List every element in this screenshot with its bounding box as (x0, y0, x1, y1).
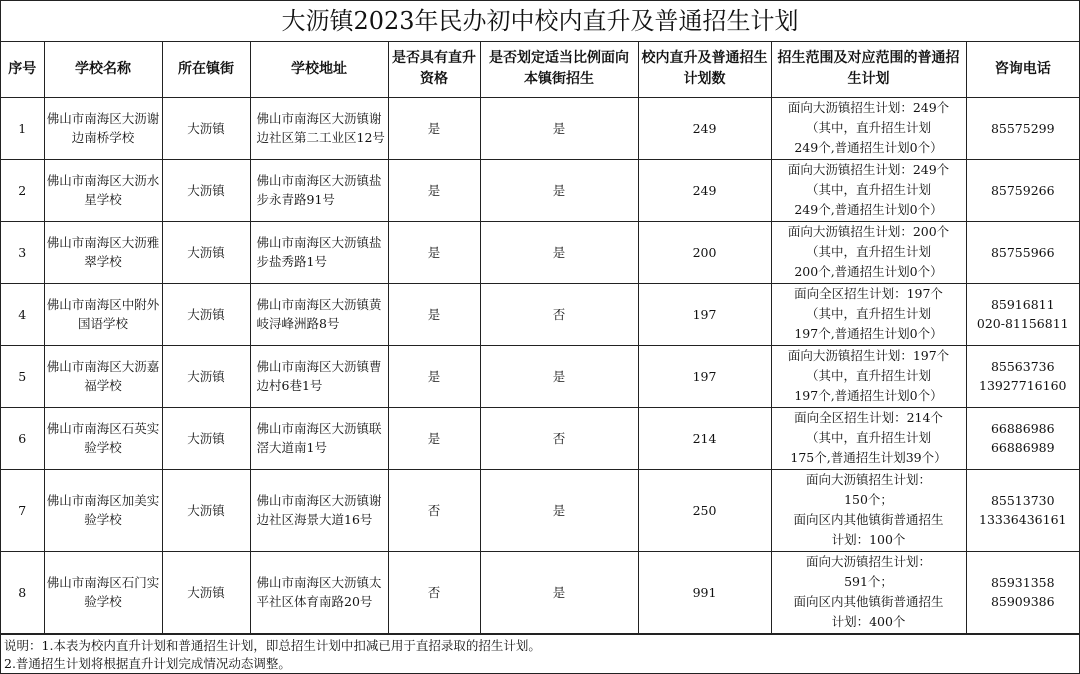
eligible-cell: 是 (388, 407, 480, 469)
town-cell: 大沥镇 (162, 97, 250, 159)
school-address: 佛山市南海区大沥镇联滘大道南1号 (250, 407, 388, 469)
plan-line: 面向大沥镇招生计划： (805, 554, 931, 569)
plan-line: 计划：100个 (831, 532, 906, 547)
local-ratio-cell: 是 (480, 551, 638, 633)
plan-total-cell: 197 (638, 345, 771, 407)
plan-total-cell: 249 (638, 159, 771, 221)
row-number: 3 (1, 221, 44, 283)
eligible-cell: 是 (388, 159, 480, 221)
plan-detail-cell (771, 345, 966, 407)
note-line: 2.普通招生计划将根据直升计划完成情况动态调整。 (4, 655, 291, 671)
table-row (1, 407, 1079, 469)
plan-line: （其中，直升招生计划 (805, 368, 931, 383)
plan-line: （其中，直升招生计划 (805, 244, 931, 259)
phone-cell (966, 407, 1079, 469)
page-title: 大沥镇2023年民办初中校内直升及普通招生计划 (1, 1, 1079, 42)
plan-line: 249个,普通招生计划0个） (794, 202, 943, 217)
header-cell: 所在镇街 (162, 42, 250, 97)
phone-number: 13927716160 (979, 378, 1067, 393)
town-cell: 大沥镇 (162, 551, 250, 633)
town-cell: 大沥镇 (162, 159, 250, 221)
school-address: 佛山市南海区大沥镇太平社区体育南路20号 (250, 551, 388, 633)
plan-line: （其中，直升招生计划 (805, 120, 931, 135)
plan-line: 249个,普通招生计划0个） (794, 140, 943, 155)
phone-number: 85916811 (990, 297, 1055, 312)
town-cell: 大沥镇 (162, 407, 250, 469)
phone-number: 85755966 (990, 244, 1055, 260)
phone-number: 85909386 (990, 594, 1055, 609)
phone-number: 66886989 (990, 440, 1055, 455)
plan-line: 面向区内其他镇街普通招生 (793, 512, 944, 527)
plan-line: 面向区内其他镇街普通招生 (793, 594, 944, 609)
table-row (1, 551, 1079, 633)
header-cell: 校内直升及普通招生计划数 (638, 42, 771, 97)
table-row (1, 97, 1079, 159)
row-number: 1 (1, 97, 44, 159)
header-cell: 是否具有直升资格 (388, 42, 480, 97)
plan-detail-cell (771, 551, 966, 633)
plan-line: （其中，直升招生计划 (805, 306, 931, 321)
plan-line: （其中，直升招生计划 (805, 182, 931, 197)
plan-total-cell: 197 (638, 283, 771, 345)
table-row (1, 283, 1079, 345)
table-row (1, 221, 1079, 283)
phone-number: 13336436161 (979, 512, 1067, 527)
plan-line: 面向大沥镇招生计划：249个 (787, 100, 950, 115)
plan-line: 面向全区招生计划：197个 (794, 286, 943, 301)
header-cell: 招生范围及对应范围的普通招生计划 (771, 42, 966, 97)
plan-total-cell: 991 (638, 551, 771, 633)
school-address: 佛山市南海区大沥镇谢边社区海景大道16号 (250, 469, 388, 551)
table-notes (1, 634, 1079, 673)
eligible-cell: 是 (388, 97, 480, 159)
phone-cell (966, 221, 1079, 283)
local-ratio-cell: 否 (480, 407, 638, 469)
phone-number: 85931358 (990, 575, 1055, 590)
local-ratio-cell: 是 (480, 97, 638, 159)
plan-detail-cell (771, 97, 966, 159)
school-name: 佛山市南海区中附外国语学校 (44, 283, 162, 345)
plan-detail-cell (771, 469, 966, 551)
plan-line: 面向大沥镇招生计划： (805, 472, 931, 487)
row-number: 2 (1, 159, 44, 221)
town-cell: 大沥镇 (162, 221, 250, 283)
eligible-cell: 是 (388, 345, 480, 407)
school-name: 佛山市南海区大沥嘉福学校 (44, 345, 162, 407)
plan-line: 175个,普通招生计划39个） (790, 450, 947, 465)
phone-number: 85575299 (990, 120, 1055, 136)
eligible-cell: 是 (388, 221, 480, 283)
table-row (1, 345, 1079, 407)
town-cell: 大沥镇 (162, 345, 250, 407)
table-header-row (1, 42, 1079, 97)
phone-cell (966, 469, 1079, 551)
plan-detail-cell (771, 407, 966, 469)
plan-line: 面向大沥镇招生计划：249个 (787, 162, 950, 177)
school-name: 佛山市南海区石英实验学校 (44, 407, 162, 469)
school-address: 佛山市南海区大沥镇盐步盐秀路1号 (250, 221, 388, 283)
plan-line: 面向大沥镇招生计划：200个 (787, 224, 950, 239)
phone-number: 66886986 (990, 421, 1055, 436)
header-cell: 是否划定适当比例面向本镇街招生 (480, 42, 638, 97)
local-ratio-cell: 否 (480, 283, 638, 345)
table-row (1, 159, 1079, 221)
plan-line: 面向大沥镇招生计划：197个 (787, 348, 950, 363)
plan-line: （其中，直升招生计划 (805, 430, 931, 445)
eligible-cell: 否 (388, 469, 480, 551)
plan-line: 面向全区招生计划：214个 (794, 410, 943, 425)
header-cell: 咨询电话 (966, 42, 1079, 97)
header-cell: 学校名称 (44, 42, 162, 97)
eligible-cell: 是 (388, 283, 480, 345)
school-name: 佛山市南海区大沥雅翠学校 (44, 221, 162, 283)
plan-detail-cell (771, 159, 966, 221)
plan-total-cell: 214 (638, 407, 771, 469)
school-name: 佛山市南海区大沥水星学校 (44, 159, 162, 221)
table-row (1, 469, 1079, 551)
school-name: 佛山市南海区大沥谢边南桥学校 (44, 97, 162, 159)
phone-cell (966, 159, 1079, 221)
local-ratio-cell: 是 (480, 469, 638, 551)
row-number: 4 (1, 283, 44, 345)
plan-line: 197个,普通招生计划0个） (794, 326, 943, 341)
plan-line: 591个； (844, 574, 893, 589)
plan-line: 200个,普通招生计划0个） (794, 264, 943, 279)
school-address: 佛山市南海区大沥镇曹边村6巷1号 (250, 345, 388, 407)
phone-cell (966, 345, 1079, 407)
plan-total-cell: 250 (638, 469, 771, 551)
enrollment-table (1, 42, 1079, 634)
phone-number: 85563736 (990, 359, 1055, 374)
plan-total-cell: 249 (638, 97, 771, 159)
phone-cell (966, 97, 1079, 159)
school-address: 佛山市南海区大沥镇黄岐浔峰洲路8号 (250, 283, 388, 345)
local-ratio-cell: 是 (480, 345, 638, 407)
note-line: 说明：1.本表为校内直升计划和普通招生计划，即总招生计划中扣减已用于直招录取的招生计划。 (4, 637, 541, 653)
plan-detail-cell (771, 221, 966, 283)
local-ratio-cell: 是 (480, 221, 638, 283)
plan-line: 197个,普通招生计划0个） (794, 388, 943, 403)
row-number: 7 (1, 469, 44, 551)
phone-number: 020-81156811 (976, 316, 1069, 331)
row-number: 6 (1, 407, 44, 469)
school-name: 佛山市南海区石门实验学校 (44, 551, 162, 633)
plan-total-cell: 200 (638, 221, 771, 283)
plan-line: 150个； (844, 492, 893, 507)
school-address: 佛山市南海区大沥镇盐步永青路91号 (250, 159, 388, 221)
school-name: 佛山市南海区加美实验学校 (44, 469, 162, 551)
school-address: 佛山市南海区大沥镇谢边社区第二工业区12号 (250, 97, 388, 159)
town-cell: 大沥镇 (162, 283, 250, 345)
phone-cell (966, 551, 1079, 633)
header-cell: 序号 (1, 42, 44, 97)
phone-number: 85759266 (990, 182, 1055, 198)
row-number: 8 (1, 551, 44, 633)
plan-line: 计划：400个 (831, 614, 906, 629)
row-number: 5 (1, 345, 44, 407)
eligible-cell: 否 (388, 551, 480, 633)
phone-cell (966, 283, 1079, 345)
plan-detail-cell (771, 283, 966, 345)
phone-number: 85513730 (990, 493, 1055, 508)
town-cell: 大沥镇 (162, 469, 250, 551)
header-cell: 学校地址 (250, 42, 388, 97)
local-ratio-cell: 是 (480, 159, 638, 221)
